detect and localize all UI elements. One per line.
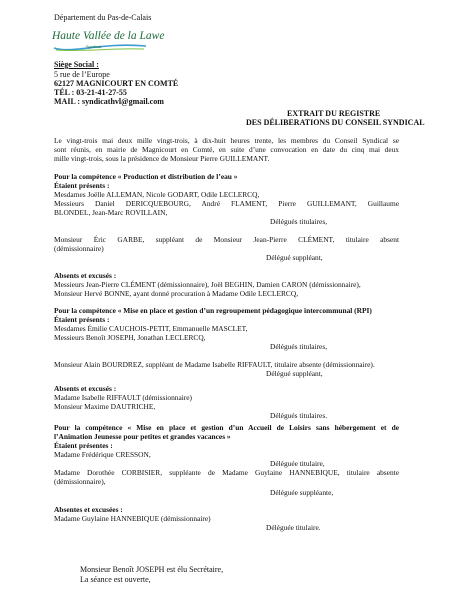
phone: TÉL : 03-21-41-27-55 <box>54 88 127 97</box>
intro-line-3: mille vingt-trois, sous la présidence de Monsieur Pierre GUILLEMANT. <box>54 154 270 163</box>
section3-suppleante-1: Madame Dorothée CORBISIER, suppléante de Madame Guylaine HANNEBIQUE, titulaire absente <box>54 468 399 477</box>
section1-present-3: BLONDEL, Jean-Marc ROVILLAIN, <box>54 208 168 217</box>
section2-present-2: Messieurs Benoît JOSEPH, Jonathan LECLERCQ, <box>54 333 206 342</box>
logo-subtitle: Syndicat <box>86 44 102 49</box>
address-line-1: 5 rue de l’Europe <box>54 70 110 79</box>
siege-label: Siège Social : <box>54 60 99 69</box>
section2-delegue-suppleant: Délégué suppléant, <box>266 369 323 378</box>
email: MAIL : syndicathvl@gmail.com <box>54 97 164 106</box>
section3-deleguee-2: Déléguée titulaire. <box>266 523 321 532</box>
section3-present-label: Étaient présentes : <box>54 441 113 450</box>
logo-text: Haute Vallée de la Lawe <box>52 30 165 42</box>
section1-delegue-suppleant: Délégué suppléant, <box>266 253 323 262</box>
section3-absent-1: Madame Guylaine HANNEBIQUE (démissionnaire) <box>54 514 211 523</box>
closing-session-open: La séance est ouverte, <box>80 575 151 584</box>
address-line-2: 62127 MAGNICOURT EN COMTÉ <box>54 79 179 88</box>
section2-absent-2: Monsieur Maxime DAUTRICHE, <box>54 402 156 411</box>
department-name: Département du Pas-de-Calais <box>54 13 152 22</box>
section3-heading-1: Pour la compétence « Mise en place et gestion d’un Accueil de Loisirs sans hébergement et de <box>54 423 399 432</box>
section2-suppleant: Monsieur Alain BOURDREZ, suppléant de Madame Isabelle RIFFAULT, titulaire absente (démissionnaire). <box>54 360 375 369</box>
section3-heading-2: l’Animation Jeunesse pour petites et grandes vacances » <box>54 432 231 441</box>
section3-present-1: Madame Frédérique CRESSON, <box>54 450 151 459</box>
intro-line-2: sont réunis, en mairie de Magnicourt en Comté, en suite d’une convocation en date du cinq mai deux <box>54 145 399 154</box>
title-line-2: DES DÉLIBERATIONS DU CONSEIL SYNDICAL <box>246 118 425 127</box>
section2-present-label: Étaient présents : <box>54 315 110 324</box>
intro-line-1: Le vingt-trois mai deux mille vingt-trois, à dix-huit heures trente, les membres du Conseil Syndical se <box>54 136 399 145</box>
section1-suppleant-1: Monsieur Éric GARBE, suppléant de Monsieur Jean-Pierre CLÉMENT, titulaire absent <box>54 235 399 244</box>
section2-delegues-2: Délégués titulaires. <box>270 411 328 420</box>
title-line-1: EXTRAIT DU REGISTRE <box>287 109 381 118</box>
section1-absent-1: Messieurs Jean-Pierre CLÉMENT (démissionnaire), Joël BEGHIN, Damien CARON (démissionnaire), <box>54 280 361 289</box>
section1-present-label: Étaient présents : <box>54 181 110 190</box>
section1-delegues: Délégués titulaires, <box>270 217 328 226</box>
closing-secretary: Monsieur Benoît JOSEPH est élu Secrétaire, <box>80 565 224 574</box>
section3-deleguee-suppleante: Déléguée suppléante, <box>270 488 334 497</box>
section2-present-1: Mesdames Émilie CAUCHOIS-PETIT, Emmanuelle MASCLET, <box>54 324 248 333</box>
section2-delegues: Délégués titulaires, <box>270 342 328 351</box>
section1-heading: Pour la compétence « Production et distribution de l’eau » <box>54 172 238 181</box>
section3-suppleante-2: (démissionnaire), <box>54 477 106 486</box>
section2-absent-label: Absents et excusés : <box>54 384 117 393</box>
section1-absent-label: Absents et excusés : <box>54 271 117 280</box>
section3-absent-label: Absentes et excusées : <box>54 505 123 514</box>
section1-present-1: Mesdames Joëlle ALLEMAN, Nicole GODART, Odile LECLERCQ, <box>54 190 260 199</box>
section1-present-2: Messieurs Daniel DERICQUEBOURG, André FLAMENT, Pierre GUILLEMANT, Guillaume <box>54 199 399 208</box>
section3-deleguee: Déléguée titulaire, <box>270 459 325 468</box>
syndicate-logo <box>52 28 165 54</box>
section1-absent-2: Monsieur Hervé BONNE, ayant donné procuration à Madame Odile LECLERCQ, <box>54 289 299 298</box>
section2-heading: Pour la compétence « Mise en place et gestion d’un regroupement pédagogique intercommunal (RPI) <box>54 306 372 315</box>
section1-suppleant-2: (démissionnaire) <box>54 244 104 253</box>
section2-absent-1: Madame Isabelle RIFFAULT (démissionnaire) <box>54 393 192 402</box>
